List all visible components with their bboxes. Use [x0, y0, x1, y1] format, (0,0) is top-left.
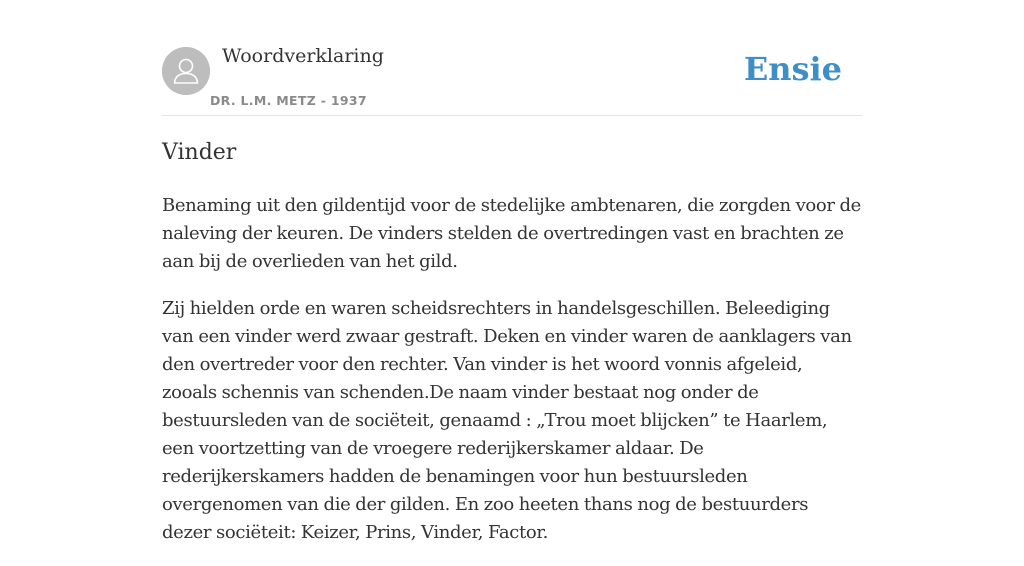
source-author: DR. L.M. METZ — [210, 93, 317, 108]
source-author-line[interactable] — [210, 93, 367, 108]
author-year-separator: - — [316, 93, 331, 108]
entry-paragraph: Zij hielden orde en waren scheidsrechters in handelsgeschillen. Beleediging van een vinder werd zwaar gestraft. Deken en vinder waren de aanklagers van den overtreder voor den rechter. Van vinder is het woord vonnis afgeleid, zooals schennis van schenden.De naam vinder bestaat nog onder de bestuursleden van de sociëteit, genaamd : „Trou moet blijcken” te Haarlem, een voortzetting van de vroegere rederijkerskamer aldaar. De rederijkerskamers hadden de benamingen voor hun bestuursleden overgenomen van die der gilden. En zoo heeten thans nog de bestuurders dezer sociëteit: Keizer, Prins, Vinder, Factor. — [162, 298, 852, 543]
source-year: 1937 — [330, 93, 367, 108]
entry-body — [162, 192, 862, 566]
user-avatar-icon[interactable] — [162, 47, 210, 95]
page-container — [162, 0, 862, 543]
ensie-logo[interactable]: Ensie — [743, 50, 842, 88]
entry-paragraph: Benaming uit den gildentijd voor de stedelijke ambtenaren, die zorgden voor de naleving der keuren. De vinders stelden de overtredingen vast en brachten ze aan bij de overlieden van het gild. — [162, 195, 861, 272]
entry-header — [162, 0, 862, 116]
entry-title: Vinder — [162, 140, 237, 165]
source-title[interactable]: Woordverklaring — [222, 45, 384, 67]
